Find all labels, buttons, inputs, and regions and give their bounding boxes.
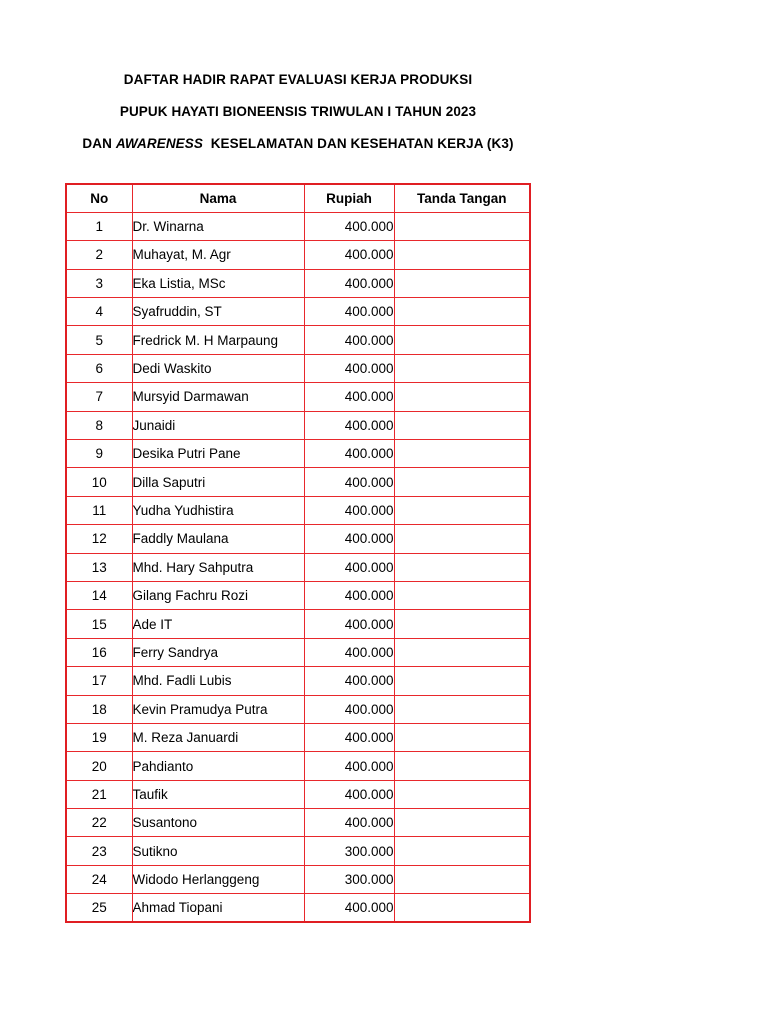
table-row: [66, 553, 530, 581]
cell-nama: Ferry Sandrya: [132, 638, 304, 666]
cell-no: 11: [66, 496, 132, 524]
cell-tanda-tangan: [394, 553, 530, 581]
title-line-3-prefix: DAN: [82, 136, 116, 151]
cell-tanda-tangan: [394, 723, 530, 751]
cell-nama: Gilang Fachru Rozi: [132, 581, 304, 609]
cell-no: 9: [66, 440, 132, 468]
cell-no: 18: [66, 695, 132, 723]
cell-tanda-tangan: [394, 411, 530, 439]
cell-tanda-tangan: [394, 496, 530, 524]
cell-tanda-tangan: [394, 383, 530, 411]
cell-rupiah: 400.000: [304, 326, 394, 354]
cell-no: 6: [66, 354, 132, 382]
cell-rupiah: 400.000: [304, 667, 394, 695]
cell-tanda-tangan: [394, 212, 530, 240]
cell-no: 2: [66, 241, 132, 269]
cell-no: 14: [66, 581, 132, 609]
column-header-tanda-tangan: Tanda Tangan: [394, 184, 530, 212]
table-row: [66, 241, 530, 269]
cell-rupiah: 400.000: [304, 241, 394, 269]
cell-no: 10: [66, 468, 132, 496]
table-row: [66, 667, 530, 695]
cell-nama: Sutikno: [132, 837, 304, 865]
cell-rupiah: 400.000: [304, 440, 394, 468]
cell-nama: Ade IT: [132, 610, 304, 638]
cell-no: 17: [66, 667, 132, 695]
cell-rupiah: 300.000: [304, 837, 394, 865]
column-header-rupiah: Rupiah: [304, 184, 394, 212]
title-line-2: PUPUK HAYATI BIONEENSIS TRIWULAN I TAHUN 2023: [119, 104, 477, 119]
cell-rupiah: 400.000: [304, 298, 394, 326]
cell-tanda-tangan: [394, 809, 530, 837]
cell-nama: Junaidi: [132, 411, 304, 439]
cell-rupiah: 400.000: [304, 468, 394, 496]
cell-tanda-tangan: [394, 752, 530, 780]
cell-no: 21: [66, 780, 132, 808]
cell-tanda-tangan: [394, 326, 530, 354]
table-row: [66, 468, 530, 496]
table-row: [66, 780, 530, 808]
cell-rupiah: 400.000: [304, 780, 394, 808]
table-row: [66, 638, 530, 666]
cell-no: 8: [66, 411, 132, 439]
cell-nama: Fredrick M. H Marpaung: [132, 326, 304, 354]
table-row: [66, 354, 530, 382]
table-row: [66, 525, 530, 553]
cell-nama: Pahdianto: [132, 752, 304, 780]
table-row: [66, 383, 530, 411]
cell-nama: Dilla Saputri: [132, 468, 304, 496]
cell-rupiah: 300.000: [304, 865, 394, 893]
cell-nama: Syafruddin, ST: [132, 298, 304, 326]
cell-rupiah: 400.000: [304, 553, 394, 581]
cell-no: 1: [66, 212, 132, 240]
attendance-table: [65, 183, 531, 923]
cell-tanda-tangan: [394, 667, 530, 695]
cell-tanda-tangan: [394, 780, 530, 808]
cell-tanda-tangan: [394, 581, 530, 609]
cell-no: 22: [66, 809, 132, 837]
cell-nama: Muhayat, M. Agr: [132, 241, 304, 269]
cell-tanda-tangan: [394, 610, 530, 638]
table-body: [66, 212, 530, 922]
column-header-no: No: [66, 184, 132, 212]
cell-rupiah: 400.000: [304, 894, 394, 922]
document-title: [0, 64, 596, 160]
cell-rupiah: 400.000: [304, 638, 394, 666]
cell-nama: M. Reza Januardi: [132, 723, 304, 751]
cell-tanda-tangan: [394, 837, 530, 865]
cell-tanda-tangan: [394, 440, 530, 468]
table-row: [66, 496, 530, 524]
cell-nama: Desika Putri Pane: [132, 440, 304, 468]
table-row: [66, 809, 530, 837]
cell-nama: Dr. Winarna: [132, 212, 304, 240]
table-row: [66, 440, 530, 468]
cell-rupiah: 400.000: [304, 695, 394, 723]
table-row: [66, 695, 530, 723]
cell-nama: Mursyid Darmawan: [132, 383, 304, 411]
cell-rupiah: 400.000: [304, 411, 394, 439]
cell-no: 7: [66, 383, 132, 411]
table-row: [66, 837, 530, 865]
cell-rupiah: 400.000: [304, 383, 394, 411]
table-row: [66, 212, 530, 240]
cell-rupiah: 400.000: [304, 496, 394, 524]
table-row: [66, 894, 530, 922]
cell-no: 13: [66, 553, 132, 581]
cell-nama: Widodo Herlanggeng: [132, 865, 304, 893]
cell-rupiah: 400.000: [304, 752, 394, 780]
title-line-3-suffix: KESELAMATAN DAN KESEHATAN KERJA (K3): [203, 136, 514, 151]
cell-no: 15: [66, 610, 132, 638]
table-row: [66, 865, 530, 893]
cell-nama: Mhd. Hary Sahputra: [132, 553, 304, 581]
cell-tanda-tangan: [394, 468, 530, 496]
cell-nama: Ahmad Tiopani: [132, 894, 304, 922]
cell-no: 12: [66, 525, 132, 553]
cell-nama: Faddly Maulana: [132, 525, 304, 553]
cell-rupiah: 400.000: [304, 212, 394, 240]
table-row: [66, 610, 530, 638]
title-line-1: DAFTAR HADIR RAPAT EVALUASI KERJA PRODUKSI: [123, 72, 473, 87]
cell-no: 16: [66, 638, 132, 666]
table-row: [66, 326, 530, 354]
cell-tanda-tangan: [394, 638, 530, 666]
title-line-3: [0, 128, 596, 160]
cell-no: 25: [66, 894, 132, 922]
cell-tanda-tangan: [394, 298, 530, 326]
cell-tanda-tangan: [394, 269, 530, 297]
cell-rupiah: 400.000: [304, 610, 394, 638]
cell-no: 5: [66, 326, 132, 354]
cell-tanda-tangan: [394, 695, 530, 723]
table-row: [66, 298, 530, 326]
cell-nama: Eka Listia, MSc: [132, 269, 304, 297]
cell-nama: Yudha Yudhistira: [132, 496, 304, 524]
table-row: [66, 269, 530, 297]
cell-rupiah: 400.000: [304, 525, 394, 553]
cell-tanda-tangan: [394, 241, 530, 269]
table-row: [66, 581, 530, 609]
cell-no: 19: [66, 723, 132, 751]
table-row: [66, 752, 530, 780]
cell-no: 20: [66, 752, 132, 780]
cell-tanda-tangan: [394, 894, 530, 922]
cell-rupiah: 400.000: [304, 354, 394, 382]
table-header: [66, 184, 530, 212]
table-row: [66, 723, 530, 751]
cell-nama: Susantono: [132, 809, 304, 837]
cell-nama: Dedi Waskito: [132, 354, 304, 382]
cell-rupiah: 400.000: [304, 723, 394, 751]
cell-nama: Kevin Pramudya Putra: [132, 695, 304, 723]
table-header-row: [66, 184, 530, 212]
cell-no: 23: [66, 837, 132, 865]
cell-no: 3: [66, 269, 132, 297]
cell-rupiah: 400.000: [304, 581, 394, 609]
cell-nama: Taufik: [132, 780, 304, 808]
cell-no: 24: [66, 865, 132, 893]
cell-rupiah: 400.000: [304, 809, 394, 837]
cell-rupiah: 400.000: [304, 269, 394, 297]
cell-tanda-tangan: [394, 865, 530, 893]
cell-no: 4: [66, 298, 132, 326]
cell-tanda-tangan: [394, 354, 530, 382]
column-header-nama: Nama: [132, 184, 304, 212]
cell-nama: Mhd. Fadli Lubis: [132, 667, 304, 695]
table-row: [66, 411, 530, 439]
cell-tanda-tangan: [394, 525, 530, 553]
title-line-3-emphasis: AWARENESS: [115, 136, 203, 151]
